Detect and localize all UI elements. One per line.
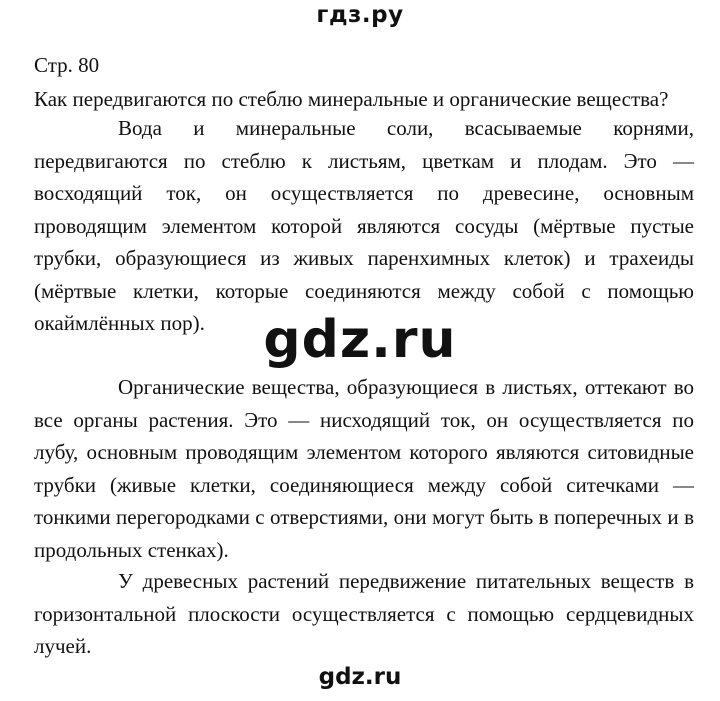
answer-paragraph-3: У древесных растений передвижение питательных веществ в горизонтальной плоскости осуществляется с помощью сердцевидных лучей. xyxy=(34,569,694,658)
footer-watermark: gdz.ru xyxy=(318,664,402,690)
question-text: Как передвигаются по стеблю минеральные и органические вещества? xyxy=(34,87,669,111)
page-reference: Стр. 80 xyxy=(34,53,100,77)
answer-paragraph-1: Вода и минеральные соли, всасываемые корнями, передвигаются по стеблю к листьям, цветкам и плодам. Это — восходящий ток, он осуществляется по древесине, основным проводящим элементом которой являются сосуды (мёртвые пустые трубки, образующиеся из живых паренхимных клеток) и трахеиды (мёртвые клетки, которые соединяются между собой с помощью окаймлённых пор). xyxy=(34,116,694,335)
watermark-logo: gdz.ru xyxy=(263,310,457,370)
answer-paragraph-2: Органические вещества, образующиеся в листьях, оттекают во все органы растения. Это — нисходящий ток, он осуществляется по лубу, основным проводящим элементом которого являются ситовидные трубки (живые клетки, соединяющиеся между собой ситечками — тонкими перегородками с отверстиями, они могут быть в поперечных и в продольных стенках). xyxy=(34,375,694,562)
site-brand-header: гдз.ру xyxy=(316,2,404,28)
